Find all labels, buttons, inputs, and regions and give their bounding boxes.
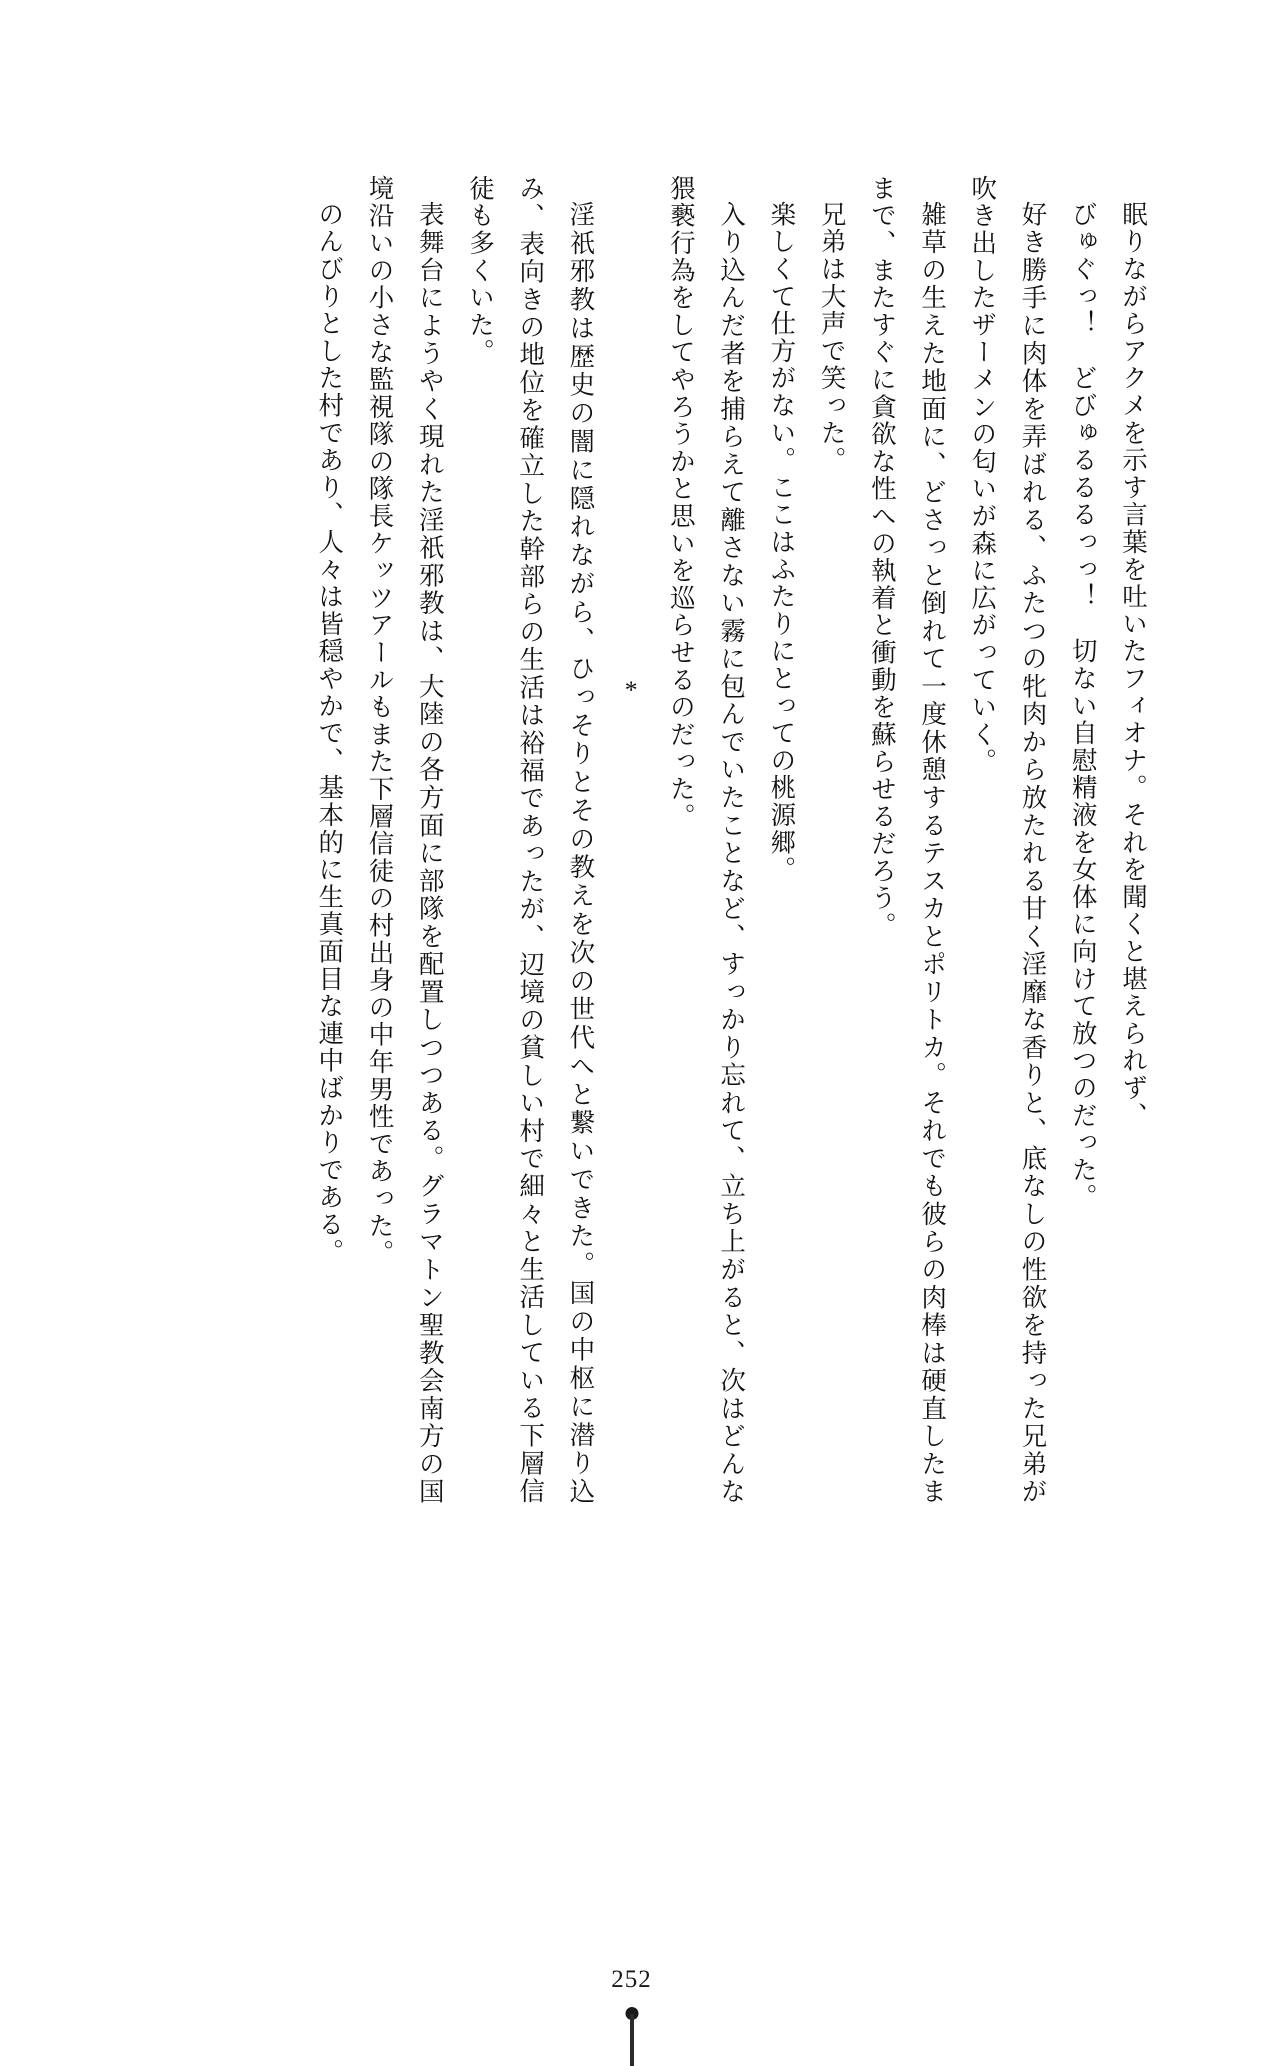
paragraph: のんびりとした村であり、人々は皆穏やかで、基本的に生真面目な連中ばかりである。 — [315, 200, 345, 1266]
paragraph: 兄弟は大声で笑った。 — [817, 200, 847, 474]
paragraph: 好き勝手に肉体を弄ばれる、ふたつの牝肉から放たれる甘く淫靡な香りと、底なしの性欲を持った兄弟が吹き出したザーメンの匂いが森に広がっていく。 — [968, 175, 1048, 1505]
paragraph: 表舞台にようやく現れた淫祇邪教は、大陸の各方面に部隊を配置しつつある。グラマトン聖教会南方の国境沿いの小さな監視隊の隊長ケッツアールもまた下層信徒の村出身の中年男性であった。 — [365, 175, 445, 1505]
page-number: 252 — [611, 1966, 652, 1993]
paragraph: びゅぐっ！ どびゅるるるっっ！ 切ない自慰精液を女体に向けて放つのだった。 — [1068, 200, 1098, 1211]
paragraph: 雑草の生えた地面に、どさっと倒れて一度休憩するテスカとポリトカ。それでも彼らの肉棒は硬直したままで、またすぐに貪欲な性への執着と衝動を蘇らせるだろう。 — [867, 175, 948, 1505]
paragraph: 楽しくて仕方がない。ここはふたりにとっての桃源郷。 — [767, 200, 797, 883]
scene-break — [605, 175, 655, 1505]
paragraph: 眠りながらアクメを示す言葉を吐いたフィオナ。それを聞くと堪えられず、 — [1119, 200, 1148, 1129]
paragraph: 淫祇邪教は歴史の闇に隠れながら、ひっそりとその教えを次の世代へと繋いできた。国の中枢に潜り込み、表向きの地位を確立した幹部らの生活は裕福であったが、辺境の貧しい村で細々と生活している下層信徒も多くいた。 — [465, 175, 596, 1505]
footer-rule-ornament — [630, 2014, 634, 2066]
paragraph: 入り込んだ者を捕らえて離さない霧に包んでいたことなど、すっかり忘れて、立ち上がると、次はどんな猥褻行為をしてやろうかと思いを巡らせるのだった。 — [666, 175, 747, 1505]
body-text-vertical — [158, 175, 1158, 1505]
scene-break-asterisk: * — [616, 675, 646, 704]
